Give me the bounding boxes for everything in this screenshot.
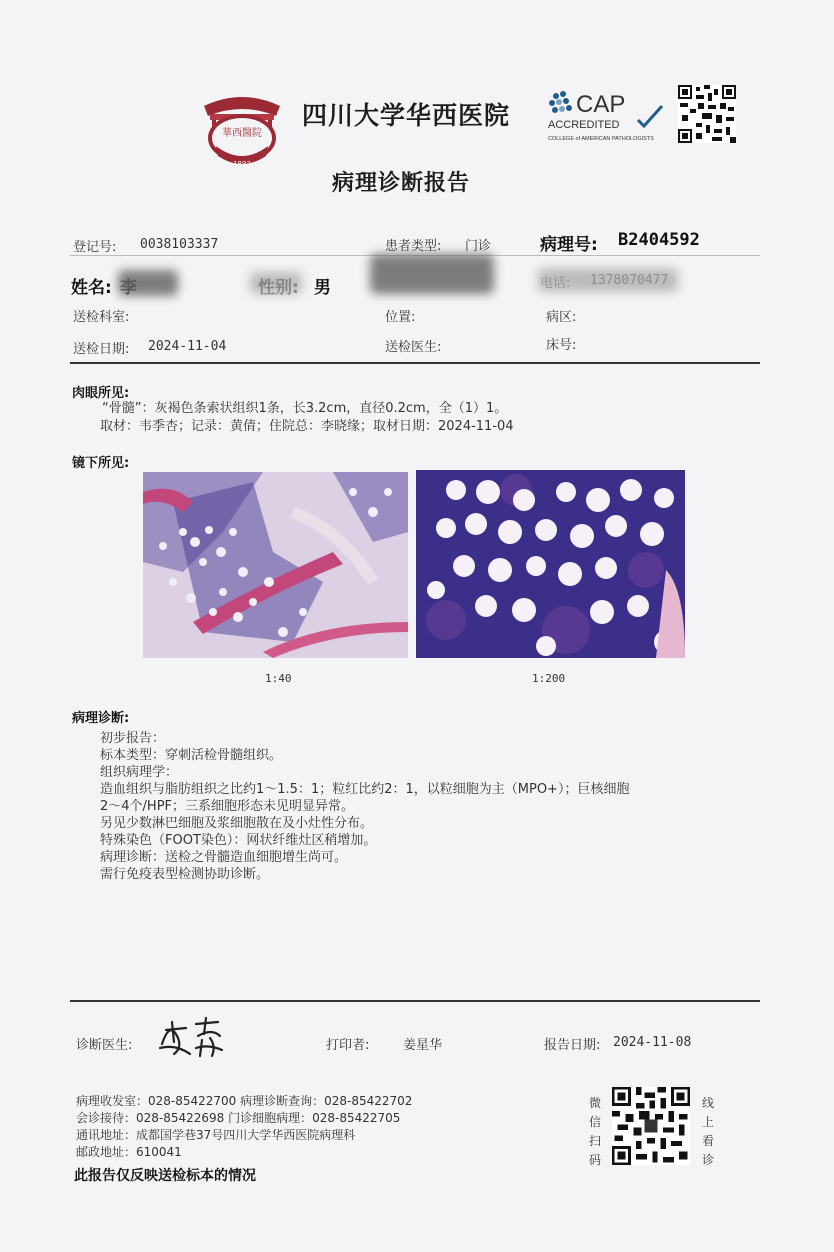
printer-label: 打印者: [326,1038,370,1053]
diagnosis-line: 2～4个/HPF；三系细胞形态未见明显异常。 [100,799,355,814]
online-consultation-label: 线上看诊 [701,1096,714,1167]
cap-label: CAP [576,91,626,118]
pathology-number-label: 病理号: [540,235,598,255]
ward-label: 病区: [546,310,577,325]
name-label: 姓名: [71,278,112,298]
redaction-age [370,254,494,294]
phone-label: 电话: [540,276,571,291]
printer-value: 姜星华 [403,1038,443,1053]
footer-notice: 此报告仅反映送检标本的情况 [74,1168,256,1184]
sex-value: 男 [314,278,331,298]
hospital-name: 四川大学华西医院 [302,101,511,130]
online-consultation-qr-code[interactable] [612,1086,690,1166]
diagnosing-doctor-label: 诊断医生: [76,1038,133,1053]
footer-postal: 邮政地址：610041 [76,1145,182,1159]
bed-label: 床号: [546,338,577,353]
gross-line-1: “骨髓”：灰褐色条索状组织1条，长3.2cm，直径0.2cm，全（1）1。 [102,401,508,416]
patient-type-value: 门诊 [465,239,492,254]
report-title: 病理诊断报告 [332,171,471,196]
sex-label: 性别: [258,278,299,298]
high-power-magnification: 1:200 [532,672,566,685]
wechat-scan-label: 微信扫码 [588,1096,601,1167]
redaction-phone [538,268,678,292]
low-power-magnification: 1:40 [265,672,292,685]
gross-heading: 肉眼所见: [72,386,130,401]
logo-name-text: 華西醫院 [222,128,262,139]
diagnosis-line: 需行免疫表型检测协助诊断。 [100,867,270,882]
diagnosis-line: 初步报告： [100,731,166,746]
gross-line-2: 取材：韦季杏；记录：黄倩；住院总：李晓缘；取材日期：2024-11-04 [100,419,514,434]
diagnosis-line: 特殊染色（FOOT染色）：网状纤维灶区稍增加。 [100,833,377,848]
doctor-signature [156,1014,228,1060]
department-label: 送检科室: [73,310,130,325]
registration-label: 登记号: [73,240,117,255]
patient-type-label: 患者类型: [385,239,442,254]
diagnosis-heading: 病理诊断: [72,711,130,726]
report-date-value: 2024-11-08 [613,1035,692,1050]
footer-phone-line-2: 会诊接待：028-85422698 门诊细胞病理：028-85422705 [76,1111,401,1125]
hospital-logo [196,86,288,172]
cap-accreditation-badge [546,88,666,144]
diagnosis-body [100,730,629,883]
cap-college: COLLEGE of AMERICAN PATHOLOGISTS [548,136,654,142]
position-label: 位置: [385,310,416,325]
diagnosis-line: 另见少数淋巴细胞及浆细胞散在及小灶性分布。 [100,816,374,831]
cap-accredited: ACCREDITED [548,119,620,131]
micrograph-high-power[interactable] [416,470,685,658]
micrograph-low-power[interactable] [143,472,408,658]
diagnosis-line: 组织病理学： [100,765,179,780]
phone-value: 1378070477 [590,273,669,288]
submission-date-label: 送检日期: [73,342,130,357]
footer-phone-line-1: 病理收发室：028-85422700 病理诊断查询：028-85422702 [76,1094,413,1108]
signoff-divider [70,1000,760,1002]
redaction-name [118,270,178,296]
diagnosis-line: 造血组织与脂肪组织之比约1～1.5：1；粒红比约2：1，以粒细胞为主（MPO+）；巨核细胞 [100,782,630,797]
submitting-doctor-label: 送检医生: [385,340,442,355]
info-bottom-divider [70,362,760,364]
microscopic-heading: 镜下所见: [72,456,130,471]
submission-date-value: 2024-11-04 [148,339,227,354]
report-qr-code[interactable] [678,84,736,144]
redaction-sex [250,272,302,294]
diagnosis-line: 标本类型：穿刺活检骨髓组织。 [100,748,283,763]
pathology-number: B2404592 [618,230,700,250]
report-date-label: 报告日期: [544,1038,601,1053]
registration-number: 0038103337 [140,237,219,252]
footer-address: 通讯地址：成都国学巷37号四川大学华西医院病理科 [76,1128,356,1142]
diagnosis-line: 病理诊断：送检之骨髓造血细胞增生尚可。 [100,850,348,865]
logo-year-text: 1892 [233,160,251,168]
